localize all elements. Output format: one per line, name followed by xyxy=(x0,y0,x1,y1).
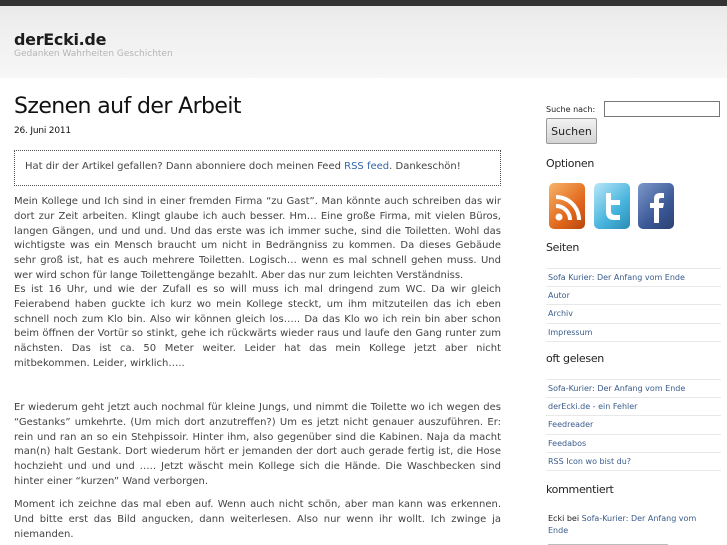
rss-subscribe-note xyxy=(14,150,501,186)
popular-link[interactable]: Sofa-Kurier: Der Anfang vom Ende xyxy=(548,384,686,393)
site-description: Gedanken Wahrheiten Geschichten xyxy=(14,49,173,59)
page-link[interactable]: Archiv xyxy=(548,309,574,319)
list-item xyxy=(546,380,721,398)
facebook-icon[interactable] xyxy=(638,183,674,229)
popular-list xyxy=(546,379,721,471)
popular-link[interactable]: Feedabos xyxy=(548,438,587,448)
twitter-icon[interactable] xyxy=(594,183,630,229)
list-item xyxy=(546,435,721,453)
post-title[interactable]: Szenen auf der Arbeit xyxy=(14,94,241,119)
list-item xyxy=(546,416,721,434)
search-input[interactable] xyxy=(604,101,720,117)
search-label: Suche nach: xyxy=(546,105,596,114)
popular-link[interactable]: RSS Icon wo bist du? xyxy=(548,456,632,466)
pages-widget-title: Seiten xyxy=(546,241,580,254)
popular-link[interactable]: derEcki.de - ein Fehler xyxy=(548,402,638,412)
popular-widget-title: oft gelesen xyxy=(546,352,604,365)
post-paragraph: Es ist 16 Uhr, und wie der Zufall es so will muss ich mal dringend zum WC. Da wir gleich Feierabend haben guckte ich kurz wo mein Kollege steckt, um ihm mitzuteilen das ich eben schnell noch zum Klo bin. Also wir können gleich los….. Da das Klo wo ich rein bin aber schon beim öffnen der Vortür so stinkt, gehe ich rückwärts wieder raus und laufe den Gang runter zum nächsten. Das ist ca. 50 Meter weiter. Leider hat das mein Kollege jetzt aber nicht mitbekommen. Leider, wirklich….. xyxy=(14,284,501,369)
site-title[interactable]: derEcki.de xyxy=(14,30,107,49)
comment-connector: bei xyxy=(564,514,582,523)
post-date: 26. Juni 2011 xyxy=(14,126,71,136)
options-widget-title: Optionen xyxy=(546,157,595,170)
rss-note-text: Hat dir der Artikel gefallen? Dann abonniere doch meinen Feed xyxy=(25,161,345,172)
list-item xyxy=(546,305,721,323)
pages-list xyxy=(546,268,721,342)
post-paragraph: Er wiederum geht jetzt auch nochmal für kleine Jungs, und nimmt die Toilette wo ich wegen des “Gestanks” umkehrte. (Um mich dort anzutreffen?) Um es jetzt nicht genauer auszuführen. Er: rein und ran an so ein Stehpissoir. Hinter ihm, also gegenüber sind die Kabinen. Naja da macht man(n) halt Gestank. Dort wiederum hört er jemanden der dort auch gerade fertig ist, die Hose hochzieht und und und ….. Jetzt wäscht mein Kollege sich die Hände. Die Waschbecken sind hinter einer “kurzen” Wand verborgen. xyxy=(14,402,501,487)
list-item xyxy=(546,398,721,416)
post-paragraph: Mein Kollege und Ich sind in einer fremden Firma “zu Gast”. Man könnte auch schreiben das wir dort zur Zeit arbeiten. Klingt glaube ich auch besser. Hm… Eine große Firma, mit vielen Büros, langen Gängen, und und und. Und das erste was ich immer suche, sind die Toiletten. Wohl das wichtigste was ein Mensch braucht um nicht in Bedrängniss zu kommen. Da dieses Gebäude sehr groß ist, hat es auch mehrere Toiletten. Logisch… wenn es mal schnell gehen muss. Und wer wird schon für lange Toilettengänge bezahlt. Aber das nur zum leichten Verständniss. xyxy=(14,196,501,281)
commented-widget-title: kommentiert xyxy=(546,483,614,496)
list-item xyxy=(546,324,721,342)
rss-feed-link[interactable]: RSS feed xyxy=(344,161,390,172)
list-item xyxy=(546,453,721,471)
popular-link[interactable]: Feedreader xyxy=(548,420,594,430)
recent-comment xyxy=(548,513,718,537)
list-item xyxy=(546,269,721,287)
page-link[interactable]: Impressum xyxy=(548,327,593,337)
list-item xyxy=(546,287,721,305)
search-button[interactable]: Suchen xyxy=(546,118,597,144)
page-link[interactable]: Sofa Kurier: Der Anfang vom Ende xyxy=(548,273,685,282)
site-header xyxy=(0,6,727,78)
post-paragraph: Moment ich zeichne das mal eben auf. Wenn auch nicht schön, aber man kann was erkennen. Und bitte erst das Bild angucken, dann weiterlesen. Also nur wenn ihr wollt. Ich zwinge ja niemanden. xyxy=(14,499,501,540)
comment-post-link[interactable]: Sofa-Kurier: Der Anfang vom Ende xyxy=(548,514,697,535)
rss-feed-icon[interactable] xyxy=(549,183,585,229)
comment-author: Ecki xyxy=(548,514,565,523)
rss-note-text-end: . Dankeschön! xyxy=(389,161,461,172)
page-link[interactable]: Autor xyxy=(548,291,570,301)
